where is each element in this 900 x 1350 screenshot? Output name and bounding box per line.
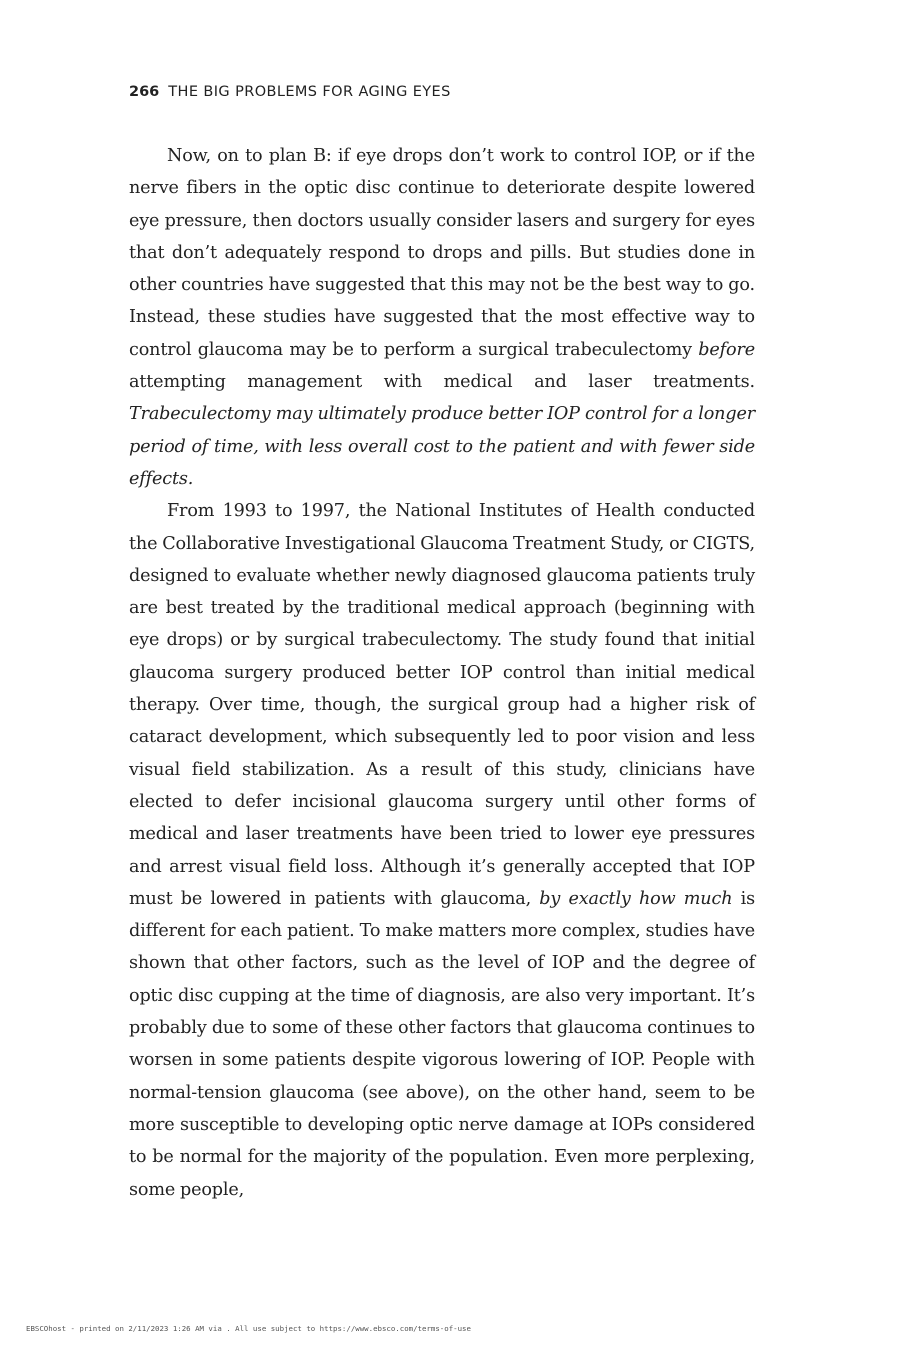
text-run: is different for each patient. To make matters more complex, studies have shown that other factors, such as the level of IOP and the degree of optic disc cupping at the time of diagnosis, are also very important. It’s probably due to some of these other factors that glaucoma continues to worsen in some patients despite vigorous lowering of IOP. People with normal-tension glaucoma (see above), on the other hand, seem to be more susceptible to developing optic nerve damage at IOPs considered to be normal for the majority of the population. Even more perplexing, some people,	[129, 888, 755, 1200]
text-run: Now, on to plan B: if eye drops don’t work to control IOP, or if the nerve fibers in the optic disc continue to deteriorate despite lowered eye pressure, then doctors usually consider lasers and surgery for eyes that don’t adequately respond to drops and pills. But studies done in other countries have suggested that this may not be the best way to go. Instead, these studies have suggested that the most effective way to control glaucoma may be to perform a surgical trabeculectomy	[129, 146, 755, 360]
running-header	[129, 84, 769, 100]
text-run: attempting management with medical and laser treatments.	[129, 372, 755, 393]
print-footer: EBSCOhost - printed on 2/11/2023 1:26 AM via . All use subject to https://www.ebsco.com/terms-of-use	[26, 1324, 471, 1333]
italic-run: before	[698, 339, 755, 360]
italic-run: Trabeculectomy may ultimately produce better IOP control for a longer period of time, with less overall cost to the patient and with fewer side effects.	[129, 404, 755, 489]
paragraph	[129, 140, 755, 495]
running-title: THE BIG PROBLEMS FOR AGING EYES	[168, 84, 451, 100]
italic-run: by exactly how much	[539, 888, 733, 909]
paragraph	[129, 495, 755, 1206]
body-text	[129, 140, 755, 1206]
text-run: From 1993 to 1997, the National Institutes of Health conducted the Collaborative Investigational Glaucoma Treatment Study, or CIGTS, designed to evaluate whether newly diagnosed glaucoma patients truly are best treated by the traditional medical approach (beginning with eye drops) or by surgical trabeculectomy. The study found that initial glaucoma surgery produced better IOP control than initial medical therapy. Over time, though, the surgical group had a higher risk of cataract development, which subsequently led to poor vision and less visual field stabilization. As a result of this study, clinicians have elected to defer incisional glaucoma surgery until other forms of medical and laser treatments have been tried to lower eye pressures and arrest visual field loss. Although it’s generally accepted that IOP must be lowered in patients with glaucoma,	[129, 501, 755, 909]
page-number: 266	[129, 84, 160, 100]
